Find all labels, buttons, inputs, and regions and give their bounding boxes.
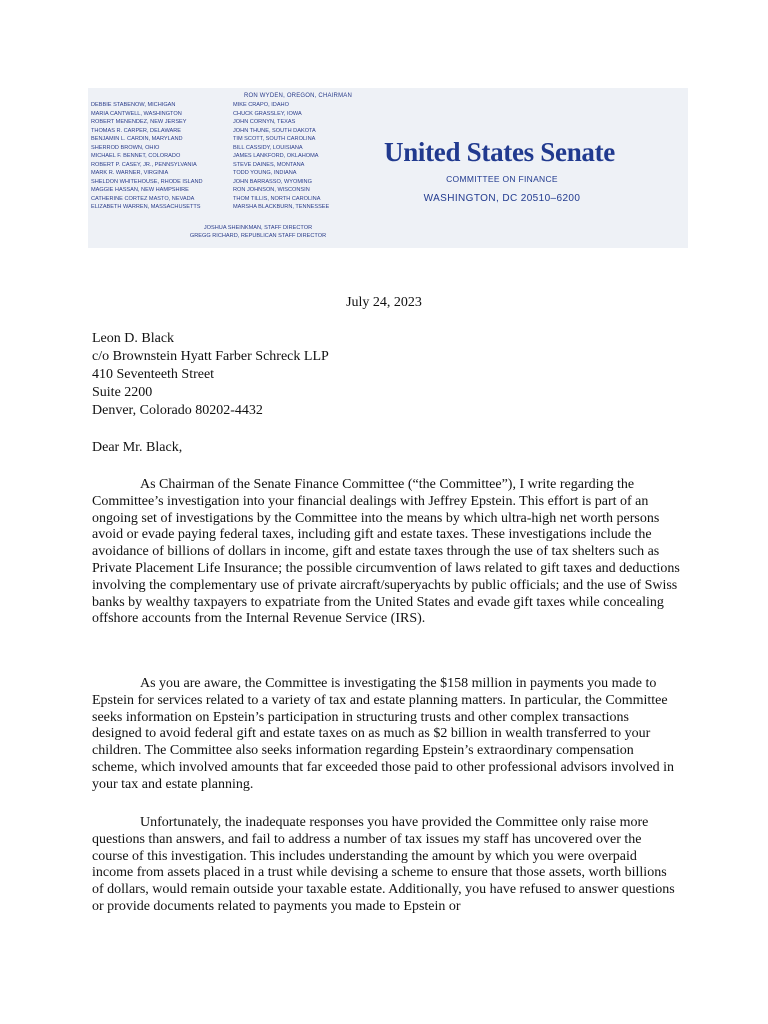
recipient-city: Denver, Colorado 80202-4432 [92, 403, 263, 418]
chairman-line: RON WYDEN, OREGON, CHAIRMAN [243, 93, 353, 99]
member-name: CATHERINE CORTEZ MASTO, NEVADA [91, 195, 195, 202]
committee-location: WASHINGTON, DC 20510–6200 [423, 193, 581, 204]
member-name: ROBERT P. CASEY, JR., PENNSYLVANIA [91, 161, 197, 168]
member-name: TIM SCOTT, SOUTH CAROLINA [233, 136, 316, 142]
member-name: RON JOHNSON, WISCONSIN [233, 187, 310, 193]
member-name: ROBERT MENENDEZ, NEW JERSEY [91, 119, 187, 125]
member-name: MIKE CRAPO, IDAHO [233, 102, 289, 108]
recipient-suite: Suite 2200 [92, 385, 153, 400]
body-paragraph [92, 676, 680, 794]
letterhead [88, 88, 688, 248]
member-name: THOMAS R. CARPER, DELAWARE [91, 127, 182, 134]
paragraph-text: As you are aware, the Committee is investigating the $158 million in payments you made to Epstein for services related to a variety of tax and estate planning matters. In particular, the Committee seeks information on Epstein’s participation in structuring trusts and other complex transactions designed to avoid federal gift and estate taxes on as much as $2 billion in wealth transferred to your children. The Committee also seeks information regarding Epstein’s extraordinary compensation scheme, which involved amounts that far exceeded those paid to other professional advisors involved in your tax and estate planning. [92, 676, 675, 792]
member-name: MARK R. WARNER, VIRGINIA [91, 170, 169, 176]
member-name: MARSHA BLACKBURN, TENNESSEE [233, 204, 330, 210]
letter-date: July 24, 2023 [346, 295, 422, 310]
senate-title: United States Senate [384, 137, 615, 167]
salutation: Dear Mr. Black, [92, 440, 183, 455]
member-name: MARIA CANTWELL, WASHINGTON [91, 110, 182, 117]
member-name: JAMES LANKFORD, OKLAHOMA [233, 153, 319, 159]
committee-name: COMMITTEE ON FINANCE [446, 174, 558, 184]
body-paragraph [92, 477, 680, 628]
member-name: JOHN BARRASSO, WYOMING [233, 178, 312, 185]
member-name: JOHN THUNE, SOUTH DAKOTA [233, 127, 316, 134]
paragraph-text: As Chairman of the Senate Finance Committee (“the Committee”), I write regarding the Committee’s investigation into your financial dealings with Jeffrey Epstein. This effort is part of an ongoing set of investigations by the Committee into the means by which ultra-high net worth persons avoid or evade paying federal taxes, including gift and estate taxes. These investigations include the avoidance of billions of dollars in income, gift and estate taxes through the use of tax shelters such as Private Placement Life Insurance; the possible circumvention of laws related to gift taxes and deductions involving the complementary use of private aircraft/superyachts by public officials; and the use of Swiss banks by wealthy taxpayers to expatriate from the United States and evade gift taxes while concealing offshore accounts from the Internal Revenue Service (IRS). [92, 477, 680, 627]
recipient-street: 410 Seventeeth Street [92, 367, 215, 382]
member-name: BENJAMIN L. CARDIN, MARYLAND [91, 136, 183, 142]
member-name: MAGGIE HASSAN, NEW HAMPSHIRE [91, 187, 189, 193]
member-name: CHUCK GRASSLEY, IOWA [233, 110, 302, 117]
recipient-name: Leon D. Black [92, 331, 175, 346]
member-name: JOHN CORNYN, TEXAS [233, 119, 296, 125]
member-name: ELIZABETH WARREN, MASSACHUSETTS [91, 204, 201, 210]
member-name: STEVE DAINES, MONTANA [233, 161, 305, 168]
member-name: SHELDON WHITEHOUSE, RHODE ISLAND [91, 178, 203, 185]
member-name: TODD YOUNG, INDIANA [233, 170, 297, 176]
committee-members-right [233, 101, 368, 212]
member-name: DEBBIE STABENOW, MICHIGAN [91, 102, 176, 108]
staff-directors [168, 224, 348, 240]
member-name: MICHAEL F. BENNET, COLORADO [91, 153, 181, 159]
body-paragraph [92, 815, 680, 916]
member-name: BILL CASSIDY, LOUISIANA [233, 144, 303, 151]
republican-staff-director: GREGG RICHARD, REPUBLICAN STAFF DIRECTOR [189, 233, 327, 239]
member-name: SHERROD BROWN, OHIO [91, 144, 160, 151]
member-name: THOM TILLIS, NORTH CAROLINA [233, 195, 321, 202]
paragraph-text: Unfortunately, the inadequate responses you have provided the Committee only raise more questions than answers, and fail to address a number of tax issues my staff has uncovered over the course of this investigation. This includes understanding the amount by which you were overpaid income from assets placed in a trust while devising a scheme to ensure that those assets, worth billions of dollars, would remain outside your taxable estate. Additionally, you have refused to answer questions or provide documents related to payments you made to Epstein or [92, 815, 675, 914]
recipient-care-of: c/o Brownstein Hyatt Farber Schreck LLP [92, 349, 329, 364]
recipient-address [92, 330, 329, 420]
committee-members-left [91, 101, 226, 212]
staff-director: JOSHUA SHEINKMAN, STAFF DIRECTOR [203, 225, 313, 231]
